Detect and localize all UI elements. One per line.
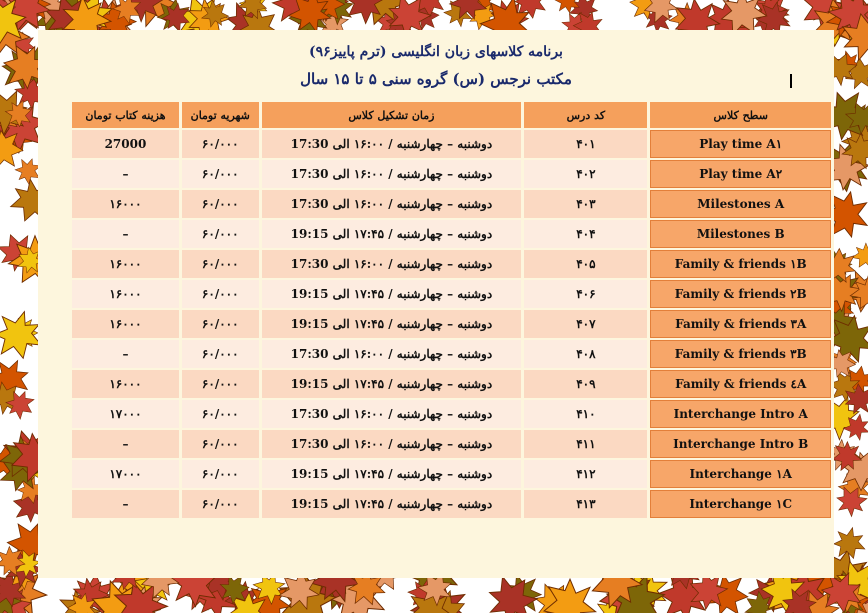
- book-fee-cell: ۱۶۰۰۰: [72, 310, 179, 338]
- book-fee-cell: ۱۶۰۰۰: [72, 250, 179, 278]
- class-level-cell: Interchange Intro A: [650, 400, 831, 428]
- table-row: [72, 430, 831, 458]
- course-code-cell: ۴۰۹: [524, 370, 647, 398]
- table-row: [72, 220, 831, 248]
- book-fee-cell: –: [72, 490, 179, 518]
- time-cell: دوشنبه – چهارشنبه / ۱۷:۴۵ الی 19:15: [262, 490, 522, 518]
- course-code-cell: ۴۱۳: [524, 490, 647, 518]
- time-cell: دوشنبه – چهارشنبه / ۱۶:۰۰ الی 17:30: [262, 130, 522, 158]
- tuition-cell: ۶۰/۰۰۰: [182, 190, 259, 218]
- course-code-cell: ۴۰۲: [524, 160, 647, 188]
- course-code-cell: ۴۱۱: [524, 430, 647, 458]
- page-title: برنامه کلاسهای زبان انگلیسی (ترم پاییز۹۶): [309, 44, 563, 60]
- class-level-cell: Family & friends ۳B: [650, 340, 831, 368]
- table-row: [72, 490, 831, 518]
- header-book-fee: هزینه کتاب تومان: [72, 102, 179, 128]
- book-fee-cell: ۱۷۰۰۰: [72, 400, 179, 428]
- class-level-cell: Milestones B: [650, 220, 831, 248]
- tuition-cell: ۶۰/۰۰۰: [182, 490, 259, 518]
- time-cell: دوشنبه – چهارشنبه / ۱۷:۴۵ الی 19:15: [262, 220, 522, 248]
- course-code-cell: ۴۰۶: [524, 280, 647, 308]
- time-cell: دوشنبه – چهارشنبه / ۱۷:۴۵ الی 19:15: [262, 460, 522, 488]
- class-schedule-table: [69, 100, 834, 520]
- book-fee-cell: ۱۶۰۰۰: [72, 280, 179, 308]
- tuition-cell: ۶۰/۰۰۰: [182, 310, 259, 338]
- course-code-cell: ۴۰۴: [524, 220, 647, 248]
- table-row: [72, 340, 831, 368]
- tuition-cell: ۶۰/۰۰۰: [182, 250, 259, 278]
- course-code-cell: ۴۰۸: [524, 340, 647, 368]
- course-code-cell: ۴۱۰: [524, 400, 647, 428]
- time-cell: دوشنبه – چهارشنبه / ۱۶:۰۰ الی 17:30: [262, 430, 522, 458]
- course-code-cell: ۴۰۱: [524, 130, 647, 158]
- tuition-cell: ۶۰/۰۰۰: [182, 340, 259, 368]
- time-cell: دوشنبه – چهارشنبه / ۱۶:۰۰ الی 17:30: [262, 190, 522, 218]
- time-cell: دوشنبه – چهارشنبه / ۱۶:۰۰ الی 17:30: [262, 250, 522, 278]
- course-code-cell: ۴۰۷: [524, 310, 647, 338]
- class-level-cell: Interchange ۱C: [650, 490, 831, 518]
- class-level-cell: Family & friends ۳A: [650, 310, 831, 338]
- book-fee-cell: –: [72, 430, 179, 458]
- table-row: [72, 370, 831, 398]
- time-cell: دوشنبه – چهارشنبه / ۱۷:۴۵ الی 19:15: [262, 370, 522, 398]
- tuition-cell: ۶۰/۰۰۰: [182, 430, 259, 458]
- time-cell: دوشنبه – چهارشنبه / ۱۶:۰۰ الی 17:30: [262, 160, 522, 188]
- tuition-cell: ۶۰/۰۰۰: [182, 130, 259, 158]
- tuition-cell: ۶۰/۰۰۰: [182, 280, 259, 308]
- course-code-cell: ۴۰۳: [524, 190, 647, 218]
- book-fee-cell: ۱۶۰۰۰: [72, 190, 179, 218]
- book-fee-cell: ۱۶۰۰۰: [72, 370, 179, 398]
- tuition-cell: ۶۰/۰۰۰: [182, 370, 259, 398]
- class-level-cell: Interchange ۱A: [650, 460, 831, 488]
- book-fee-cell: –: [72, 160, 179, 188]
- table-header-row: [72, 102, 831, 128]
- header-time: زمان تشکیل کلاس: [262, 102, 522, 128]
- class-level-cell: Family & friends ۲B: [650, 280, 831, 308]
- table-row: [72, 400, 831, 428]
- table-row: [72, 280, 831, 308]
- class-level-cell: Play time A۲: [650, 160, 831, 188]
- header-code: کد درس: [524, 102, 647, 128]
- schedule-page: [38, 30, 834, 578]
- tuition-cell: ۶۰/۰۰۰: [182, 460, 259, 488]
- course-code-cell: ۴۱۲: [524, 460, 647, 488]
- class-level-cell: Interchange Intro B: [650, 430, 831, 458]
- time-cell: دوشنبه – چهارشنبه / ۱۶:۰۰ الی 17:30: [262, 340, 522, 368]
- text-cursor: [790, 74, 792, 88]
- book-fee-cell: –: [72, 340, 179, 368]
- page-subtitle: مکتب نرجس (س) گروه سنی ۵ تا ۱۵ سال: [300, 70, 572, 88]
- class-level-cell: Family & friends ٤A: [650, 370, 831, 398]
- tuition-cell: ۶۰/۰۰۰: [182, 160, 259, 188]
- table-row: [72, 310, 831, 338]
- class-level-cell: Family & friends ۱B: [650, 250, 831, 278]
- course-code-cell: ۴۰۵: [524, 250, 647, 278]
- table-row: [72, 250, 831, 278]
- table-row: [72, 130, 831, 158]
- time-cell: دوشنبه – چهارشنبه / ۱۷:۴۵ الی 19:15: [262, 310, 522, 338]
- tuition-cell: ۶۰/۰۰۰: [182, 400, 259, 428]
- header-level: سطح کلاس: [650, 102, 831, 128]
- table-row: [72, 190, 831, 218]
- table-row: [72, 160, 831, 188]
- tuition-cell: ۶۰/۰۰۰: [182, 220, 259, 248]
- book-fee-cell: 27000: [72, 130, 179, 158]
- class-level-cell: Milestones A: [650, 190, 831, 218]
- time-cell: دوشنبه – چهارشنبه / ۱۷:۴۵ الی 19:15: [262, 280, 522, 308]
- time-cell: دوشنبه – چهارشنبه / ۱۶:۰۰ الی 17:30: [262, 400, 522, 428]
- class-level-cell: Play time A۱: [650, 130, 831, 158]
- table-row: [72, 460, 831, 488]
- book-fee-cell: –: [72, 220, 179, 248]
- header-tuition: شهریه تومان: [182, 102, 259, 128]
- book-fee-cell: ۱۷۰۰۰: [72, 460, 179, 488]
